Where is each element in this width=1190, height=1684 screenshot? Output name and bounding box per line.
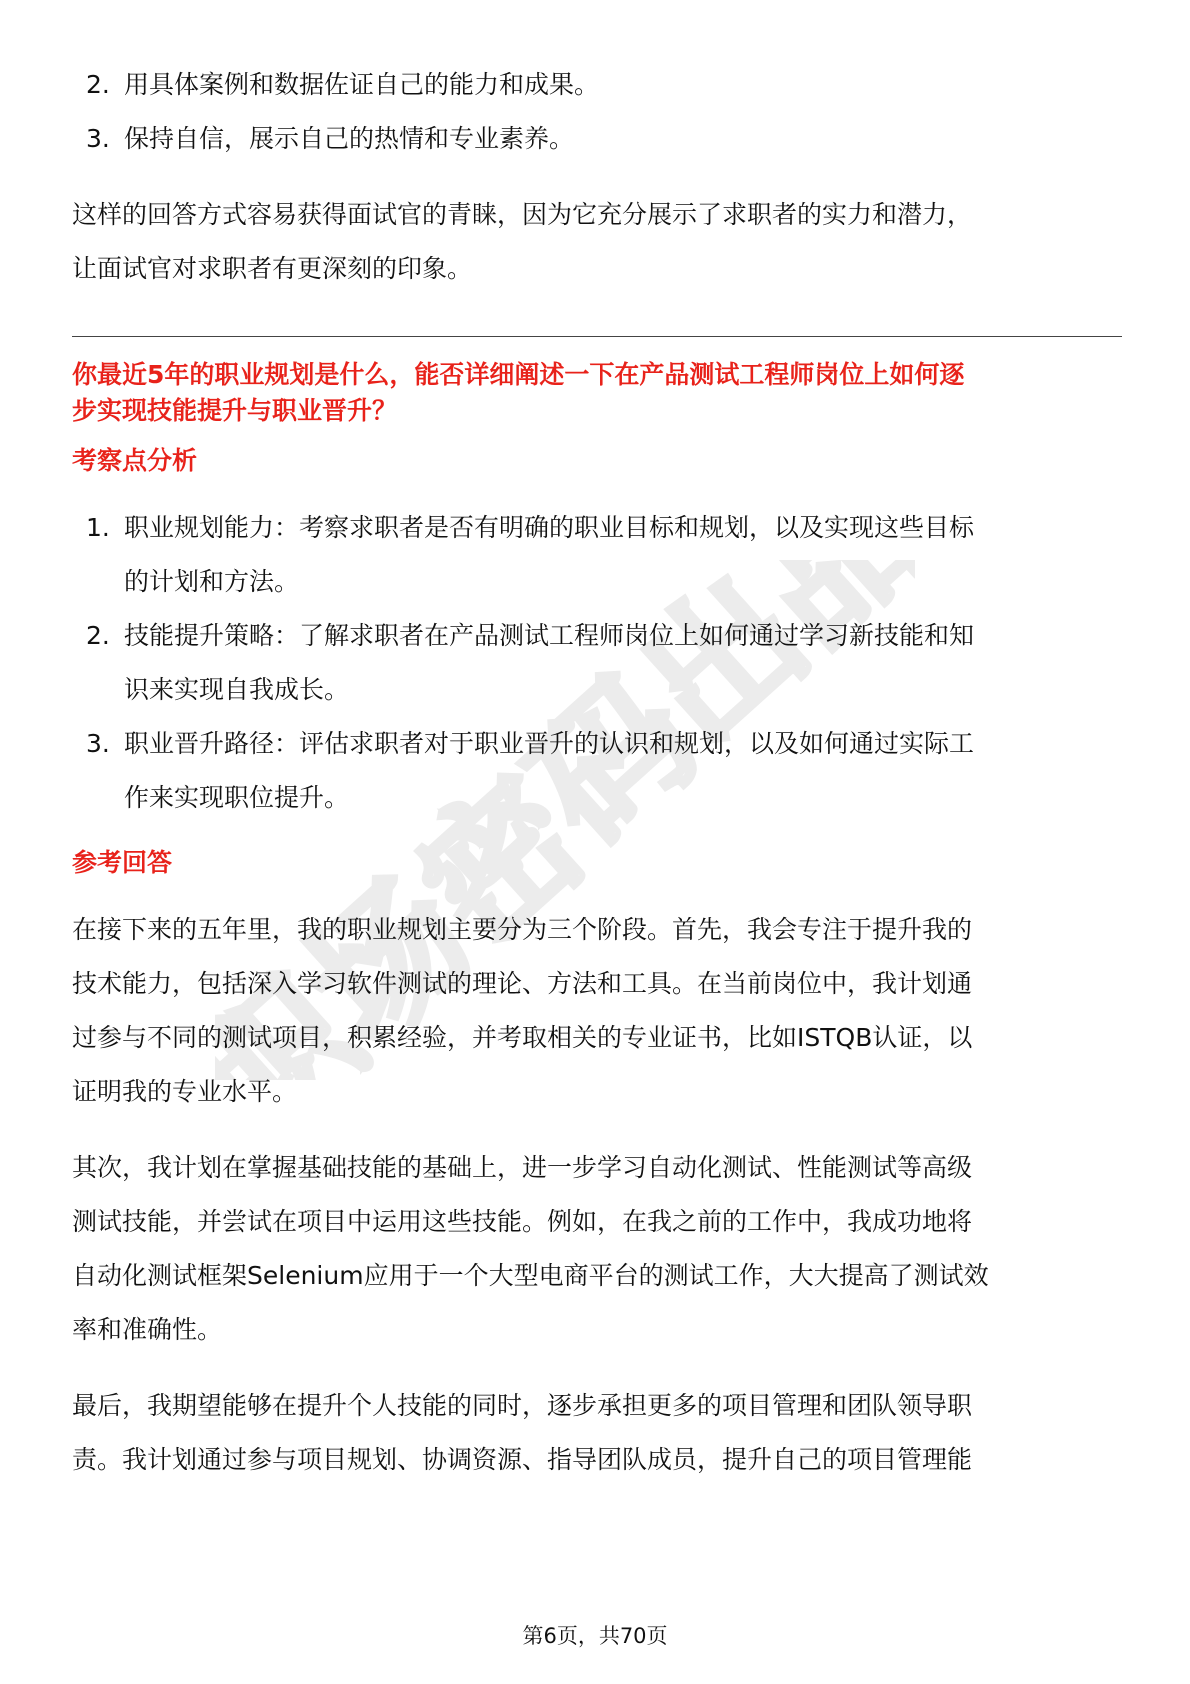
list-item-number: 1. bbox=[86, 513, 110, 542]
answer-line: 率和准确性。 bbox=[72, 1315, 223, 1344]
list-item-text: 职业规划能力：考察求职者是否有明确的职业目标和规划，以及实现这些目标 bbox=[124, 513, 975, 542]
summary-line: 这样的回答方式容易获得面试官的青睐，因为它充分展示了求职者的实力和潜力， bbox=[72, 200, 973, 229]
answer-line: 自动化测试框架Selenium应用于一个大型电商平台的测试工作，大大提高了测试效 bbox=[72, 1261, 989, 1290]
list-item-number: 2. bbox=[86, 621, 110, 650]
answer-paragraph bbox=[72, 1141, 1122, 1357]
analysis-list bbox=[72, 501, 1122, 825]
answer-line: 在接下来的五年里，我的职业规划主要分为三个阶段。首先，我会专注于提升我的 bbox=[72, 915, 973, 944]
list-item bbox=[72, 717, 1122, 825]
list-item-number: 3. bbox=[86, 124, 110, 153]
list-item-text: 用具体案例和数据佐证自己的能力和成果。 bbox=[124, 70, 600, 99]
answer-line: 技术能力，包括深入学习软件测试的理论、方法和工具。在当前岗位中，我计划通 bbox=[72, 969, 973, 998]
list-item bbox=[72, 609, 1122, 717]
list-item bbox=[72, 58, 1122, 112]
list-item-text: 技能提升策略：了解求职者在产品测试工程师岗位上如何通过学习新技能和知 bbox=[124, 621, 975, 650]
list-item bbox=[72, 501, 1122, 609]
answer-paragraph bbox=[72, 1379, 1122, 1487]
page-number-label: 第6页，共70页 bbox=[522, 1624, 668, 1648]
question-line: 步实现技能提升与职业晋升？ bbox=[72, 396, 398, 425]
answer-line: 最后，我期望能够在提升个人技能的同时，逐步承担更多的项目管理和团队领导职 bbox=[72, 1391, 973, 1420]
list-item-number: 2. bbox=[86, 70, 110, 99]
list-item bbox=[72, 112, 1122, 166]
watermark-text: 职场密码出品 bbox=[215, 560, 915, 1080]
page-content bbox=[72, 58, 1122, 1487]
page-footer bbox=[0, 1620, 1190, 1650]
answer-paragraph bbox=[72, 903, 1122, 1119]
answer-line: 过参与不同的测试项目，积累经验，并考取相关的专业证书，比如ISTQB认证，以 bbox=[72, 1023, 973, 1052]
answer-line: 证明我的专业水平。 bbox=[72, 1077, 298, 1106]
top-numbered-list bbox=[72, 58, 1122, 166]
list-item-text: 保持自信，展示自己的热情和专业素养。 bbox=[124, 124, 575, 153]
list-item-text: 识来实现自我成长。 bbox=[124, 675, 350, 704]
question-heading bbox=[72, 357, 1122, 429]
summary-paragraph bbox=[72, 188, 1122, 296]
list-item-text: 作来实现职位提升。 bbox=[124, 783, 350, 812]
answer-line: 其次，我计划在掌握基础技能的基础上，进一步学习自动化测试、性能测试等高级 bbox=[72, 1153, 973, 1182]
answer-heading: 参考回答 bbox=[72, 848, 173, 877]
answer-line: 责。我计划通过参与项目规划、协调资源、指导团队成员，提升自己的项目管理能 bbox=[72, 1445, 973, 1474]
answer-line: 测试技能，并尝试在项目中运用这些技能。例如，在我之前的工作中，我成功地将 bbox=[72, 1207, 973, 1236]
list-item-number: 3. bbox=[86, 729, 110, 758]
analysis-heading: 考察点分析 bbox=[72, 446, 198, 475]
question-line: 你最近5年的职业规划是什么，能否详细阐述一下在产品测试工程师岗位上如何逐 bbox=[72, 360, 965, 389]
list-item-text: 职业晋升路径：评估求职者对于职业晋升的认识和规划，以及如何通过实际工 bbox=[124, 729, 975, 758]
list-item-text: 的计划和方法。 bbox=[124, 567, 300, 596]
summary-line: 让面试官对求职者有更深刻的印象。 bbox=[72, 254, 473, 283]
